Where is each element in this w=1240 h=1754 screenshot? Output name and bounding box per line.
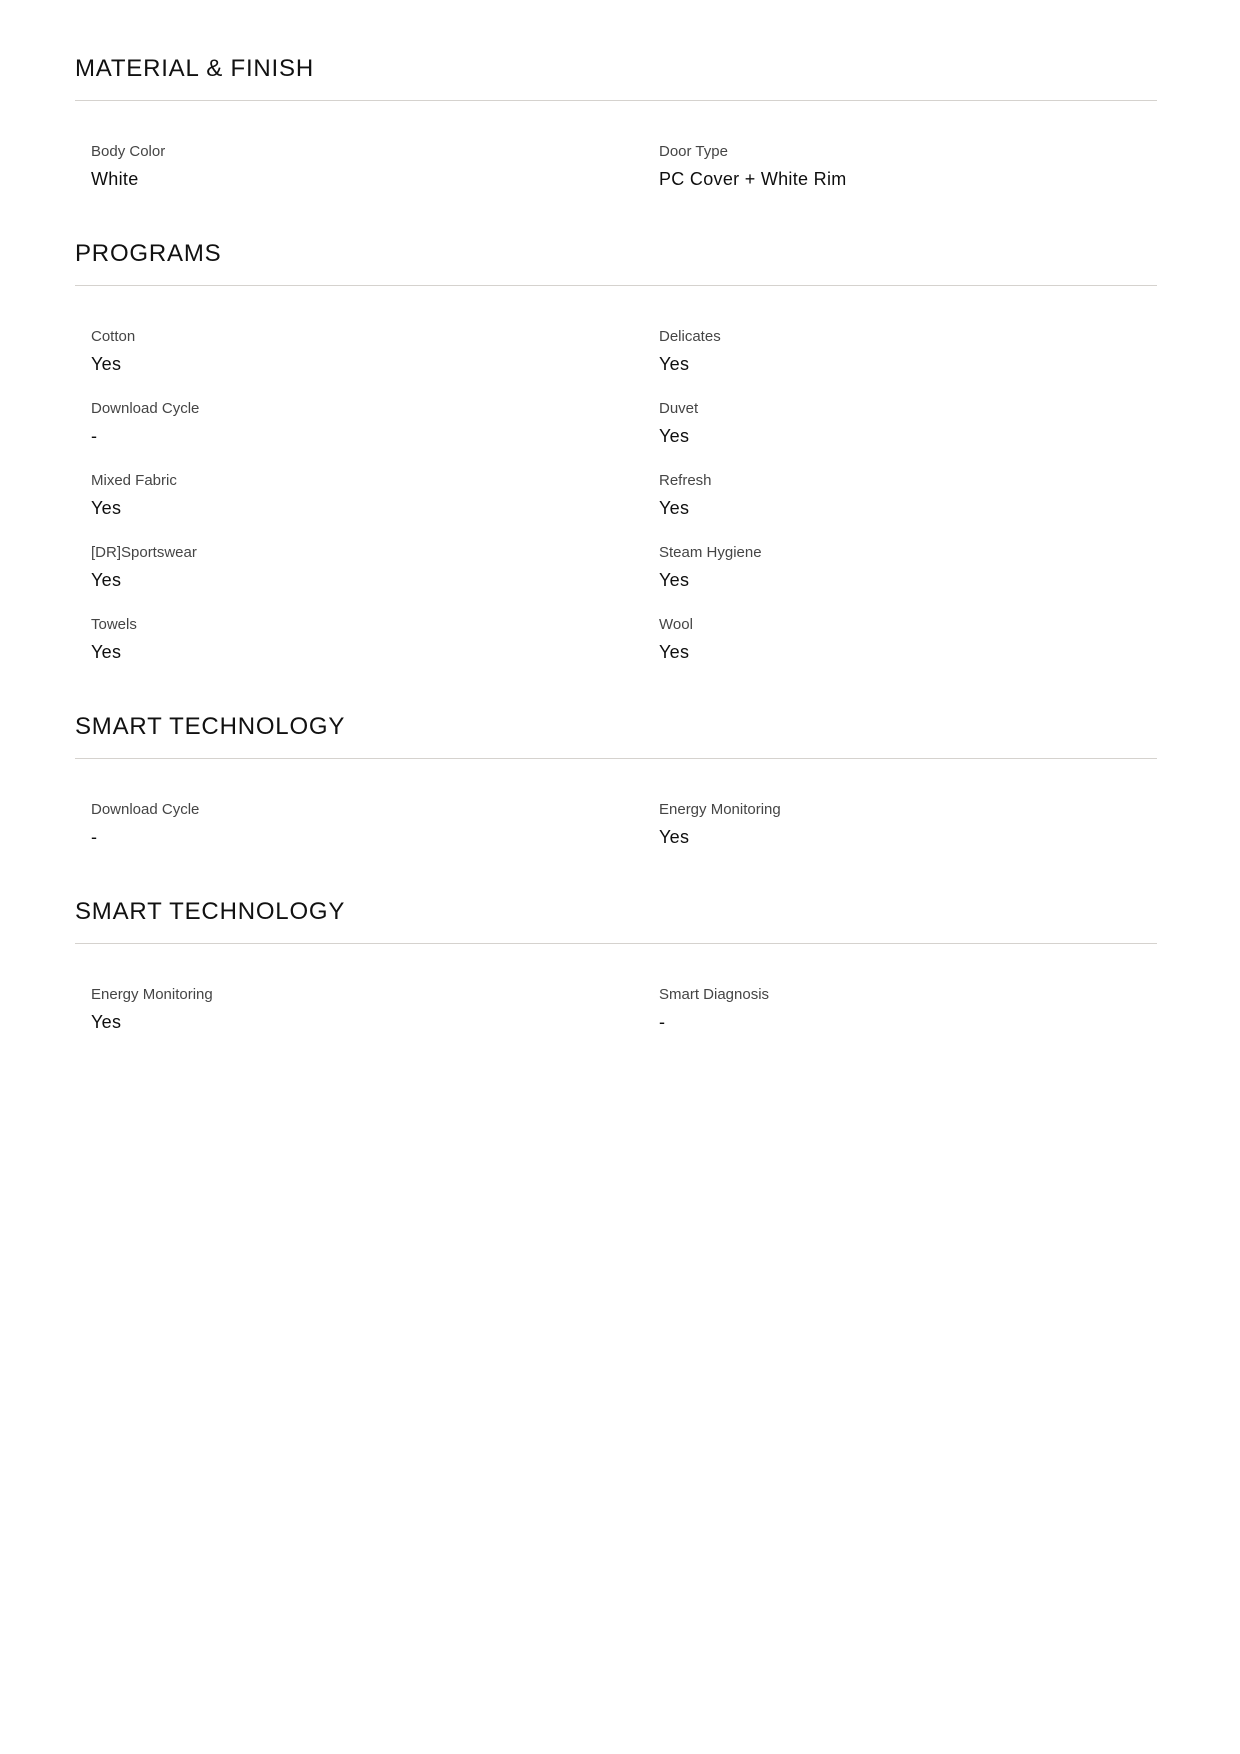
- spec-label: Smart Diagnosis: [659, 986, 770, 1003]
- spec-label: Steam Hygiene: [659, 544, 762, 561]
- spec-grid: [75, 987, 1157, 1059]
- spec-grid: [75, 329, 1157, 689]
- spec-value: Yes: [91, 1012, 122, 1032]
- section-title: PROGRAMS: [75, 240, 222, 267]
- spec-cell: [75, 617, 616, 662]
- section-divider: [75, 285, 1157, 286]
- spec-label: Energy Monitoring: [659, 801, 781, 818]
- spec-cell: [616, 617, 1157, 662]
- spec-value: Yes: [91, 642, 122, 662]
- spec-value: PC Cover + White Rim: [659, 169, 847, 189]
- spec-label: Refresh: [659, 472, 712, 489]
- spec-label: Energy Monitoring: [91, 986, 213, 1003]
- spec-cell: [616, 329, 1157, 374]
- spec-cell: [616, 545, 1157, 590]
- spec-label: Download Cycle: [91, 400, 200, 417]
- section-divider: [75, 100, 1157, 101]
- spec-section: [75, 713, 1157, 874]
- spec-value: Yes: [659, 827, 690, 847]
- spec-value: -: [91, 426, 98, 446]
- spec-section: [75, 240, 1157, 689]
- spec-label: [DR]Sportswear: [91, 544, 197, 561]
- spec-value: Yes: [659, 570, 690, 590]
- spec-value: -: [91, 827, 98, 847]
- section-title: MATERIAL & FINISH: [75, 55, 314, 82]
- spec-label: Wool: [659, 616, 693, 633]
- spec-cell: [75, 987, 616, 1032]
- spec-value: Yes: [91, 498, 122, 518]
- spec-cell: [75, 401, 616, 446]
- spec-value: Yes: [659, 354, 690, 374]
- spec-value: Yes: [659, 498, 690, 518]
- spec-label: Delicates: [659, 328, 721, 345]
- spec-section: [75, 898, 1157, 1059]
- spec-value: Yes: [659, 426, 690, 446]
- spec-cell: [75, 329, 616, 374]
- spec-value: Yes: [659, 642, 690, 662]
- spec-label: Mixed Fabric: [91, 472, 177, 489]
- section-divider: [75, 758, 1157, 759]
- spec-grid: [75, 802, 1157, 874]
- spec-cell: [616, 802, 1157, 847]
- spec-value: White: [91, 169, 139, 189]
- spec-label: Download Cycle: [91, 801, 200, 818]
- section-divider: [75, 943, 1157, 944]
- spec-section: [75, 55, 1157, 216]
- spec-label: Door Type: [659, 143, 728, 160]
- section-title: SMART TECHNOLOGY: [75, 713, 346, 740]
- spec-label: Towels: [91, 616, 137, 633]
- spec-value: -: [659, 1012, 666, 1032]
- spec-label: Body Color: [91, 143, 166, 160]
- spec-grid: [75, 144, 1157, 216]
- spec-cell: [616, 144, 1157, 189]
- spec-label: Cotton: [91, 328, 136, 345]
- spec-cell: [75, 473, 616, 518]
- spec-label: Duvet: [659, 400, 699, 417]
- spec-value: Yes: [91, 354, 122, 374]
- section-title: SMART TECHNOLOGY: [75, 898, 346, 925]
- spec-cell: [75, 802, 616, 847]
- spec-cell: [75, 545, 616, 590]
- spec-cell: [616, 473, 1157, 518]
- spec-value: Yes: [91, 570, 122, 590]
- spec-cell: [75, 144, 616, 189]
- spec-cell: [616, 401, 1157, 446]
- spec-cell: [616, 987, 1157, 1032]
